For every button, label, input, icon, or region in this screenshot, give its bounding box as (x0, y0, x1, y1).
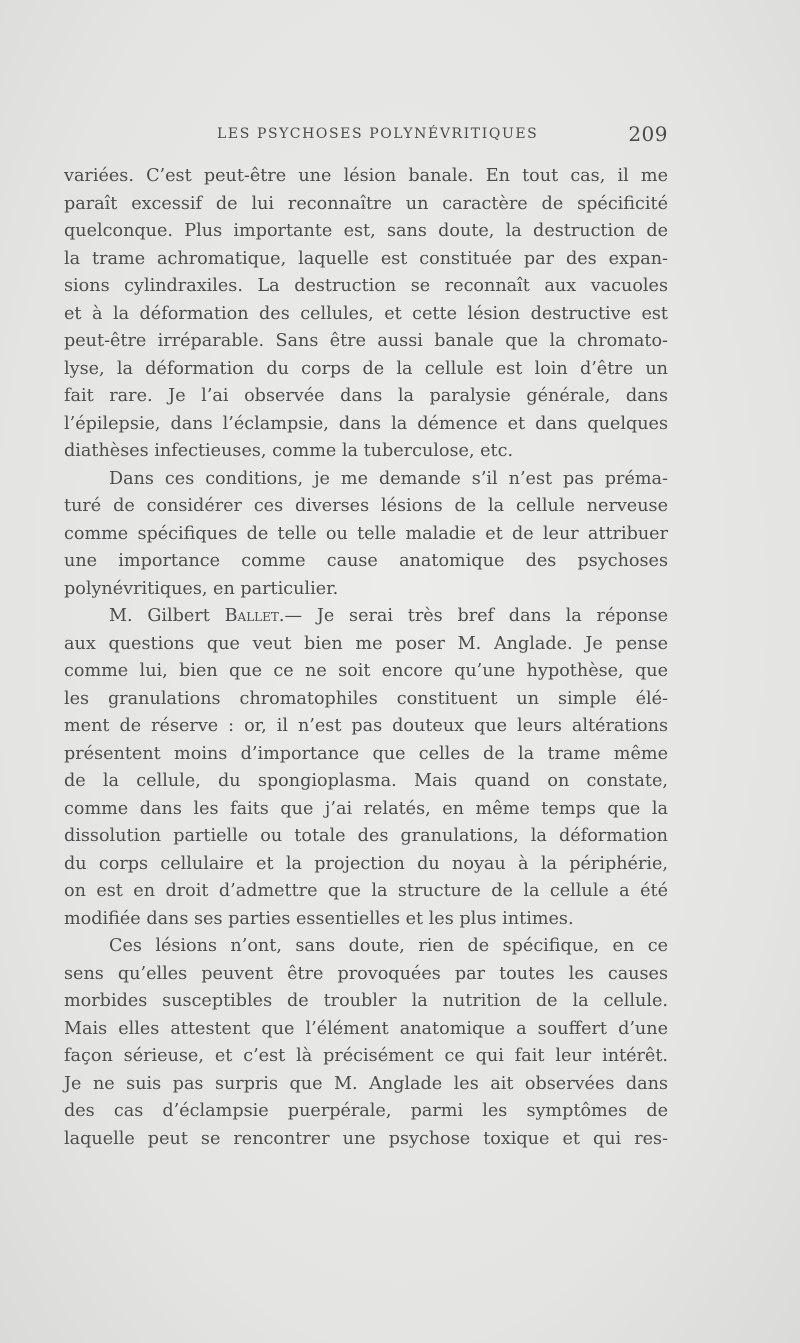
text-line: comme lui, bien que ce ne soit encore qu’une hypothèse, que (64, 661, 668, 681)
text-line: Dans ces conditions, je me demande s’il n’est pas préma- (109, 468, 668, 489)
text-line: Ces lésions n’ont, sans doute, rien de spécifique, en ce (109, 936, 668, 956)
paragraph-2 (64, 466, 668, 604)
text-line: de la cellule, du spongioplasma. Mais quand on constate, (64, 771, 668, 791)
text-line: sions cylindraxiles. La destruction se reconnaît aux vacuoles (64, 276, 668, 296)
text-line: comme spécifiques de telle ou telle maladie et de leur attribuer (64, 523, 668, 544)
speaker-rest: .— Je serai très bref dans la réponse (278, 606, 668, 626)
speaker-prefix: M. Gilbert (109, 606, 225, 626)
text-line: Je ne suis pas surpris que M. Anglade les ait observées dans (64, 1073, 668, 1094)
text-line: diathèses infectieuses, comme la tuberculose, etc. (64, 441, 514, 461)
text-line: une importance comme cause anatomique des psychoses (64, 551, 668, 571)
paragraph-3 (64, 603, 668, 933)
paragraph-1 (64, 163, 668, 466)
text-line: des cas d’éclampsie puerpérale, parmi les symptômes de (64, 1101, 668, 1121)
text-line: paraît excessif de lui reconnaître un caractère de spécificité (64, 193, 668, 214)
text-line: aux questions que veut bien me poser M. Anglade. Je pense (64, 633, 668, 654)
text-line: polynévritiques, en particulier. (64, 578, 339, 599)
text-line: du corps cellulaire et la projection du noyau à la périphérie, (64, 853, 668, 874)
text-line: sens qu’elles peuvent être provoquées par toutes les causes (64, 963, 668, 984)
text-line: comme dans les faits que j’ai relatés, en même temps que la (64, 798, 668, 819)
text-line: fait rare. Je l’ai observée dans la paralysie générale, dans (64, 386, 668, 406)
page-number: 209 (628, 122, 668, 146)
text-line: présentent moins d’importance que celles de la trame même (64, 743, 668, 764)
text-line: lyse, la déformation du corps de la cellule est loin d’être un (64, 358, 668, 379)
text-line: Mais elles attestent que l’élément anatomique a souffert d’une (64, 1018, 668, 1039)
text-line: ment de réserve : or, il n’est pas douteux que leurs altérations (64, 716, 668, 736)
speaker-line (64, 603, 668, 631)
text-line: et à la déformation des cellules, et cette lésion destructive est (64, 303, 668, 324)
text-line: façon sérieuse, et c’est là précisément ce qui fait leur intérêt. (64, 1046, 668, 1066)
text-line: quelconque. Plus importante est, sans doute, la destruction de (64, 221, 668, 241)
body-text (64, 163, 668, 1153)
text-line: modifiée dans ses parties essentielles et les plus intimes. (64, 908, 574, 929)
text-line: l’épilepsie, dans l’éclampsie, dans la démence et dans quelques (64, 413, 668, 434)
text-line: les granulations chromatophiles constituent un simple élé- (64, 688, 668, 709)
page-header (64, 124, 668, 148)
text-line: variées. C’est peut-être une lésion banale. En tout cas, il me (64, 166, 668, 186)
text-line: dissolution partielle ou totale des granulations, la déformation (64, 826, 668, 846)
text-line: peut-être irréparable. Sans être aussi banale que la chromato- (64, 331, 668, 351)
paragraph-4 (64, 933, 668, 1153)
speaker-name: Ballet (224, 606, 279, 626)
text-line: laquelle peut se rencontrer une psychose toxique et qui res- (64, 1128, 668, 1149)
text-line: la trame achromatique, laquelle est constituée par des expan- (64, 248, 668, 269)
text-line: morbides susceptibles de troubler la nutrition de la cellule. (64, 991, 668, 1011)
text-line: on est en droit d’admettre que la structure de la cellule a été (64, 881, 668, 901)
text-line: turé de considérer ces diverses lésions de la cellule nerveuse (64, 496, 668, 516)
running-head: LES PSYCHOSES POLYNÉVRITIQUES (217, 126, 539, 142)
